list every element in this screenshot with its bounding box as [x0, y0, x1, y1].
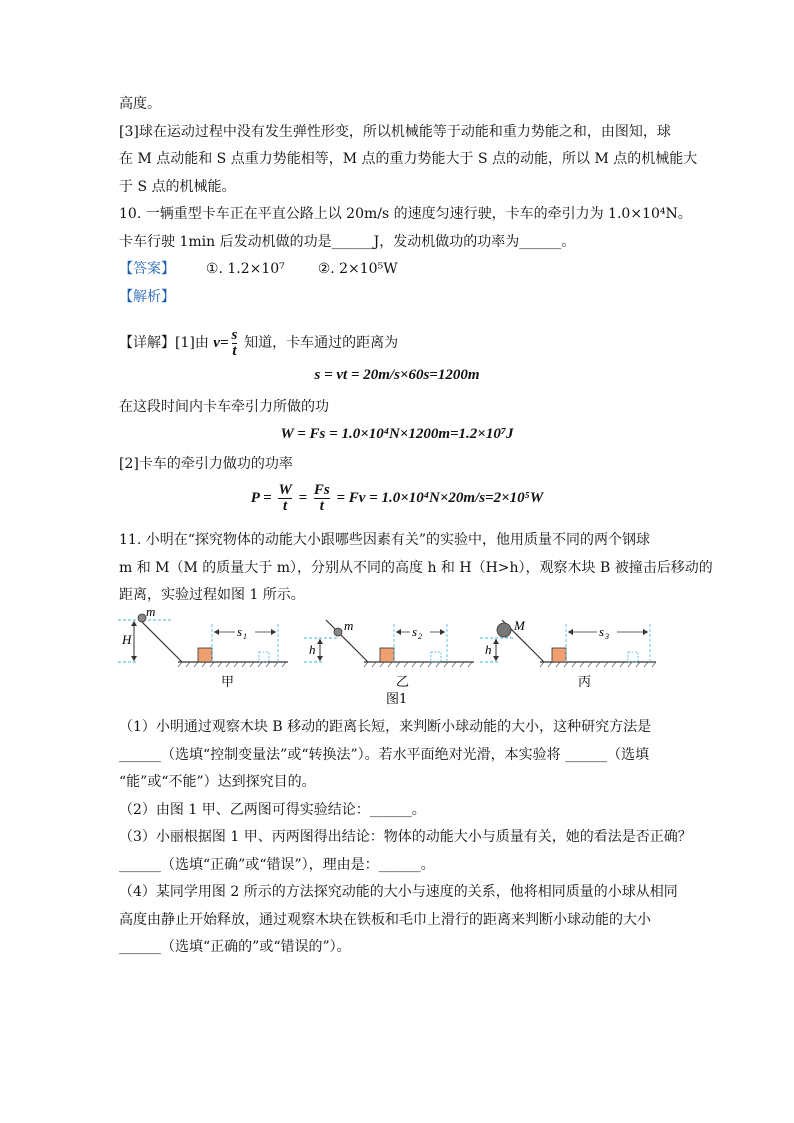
question-11: m 和 M（M 的质量大于 m），分别从不同的高度 h 和 H（H>h），观察木块 B 被撞击后移动的 — [119, 560, 713, 576]
wood-block — [552, 648, 566, 662]
block-final-position — [431, 652, 441, 662]
question-11: 距离，实验过程如图 1 所示。 — [119, 587, 305, 603]
distance-label: s — [412, 624, 418, 639]
question-11-part-3: ______（选填“正确”或“错误”），理由是：______。 — [119, 857, 435, 873]
power-rhs: = Fv = 1.0×10⁴N×20m/s=2×10⁵W — [336, 490, 544, 506]
answer-tag: 【答案】 — [119, 261, 175, 277]
question-10: 卡车行驶 1min 后发动机做的功是______J，发动机做功的功率为______。 — [119, 234, 576, 250]
question-11-part-1: （1）小明通过观察木块 B 移动的距离长短，来判断小球动能的大小，这种研究方法是 — [119, 719, 652, 735]
power-intro: [2]卡车的牵引力做功的功率 — [119, 456, 293, 472]
block-final-position — [259, 652, 269, 662]
arrow-head-icon — [131, 656, 137, 661]
ball-label: m — [344, 618, 354, 633]
power-frac1-num: W — [278, 482, 292, 499]
power-frac2-den: t — [319, 498, 324, 515]
power-lhs: P — [250, 490, 260, 506]
panel-yi — [304, 618, 474, 707]
ball-icon — [497, 623, 511, 637]
formula-eq: = — [219, 335, 229, 351]
panel-label: 乙 — [396, 675, 410, 690]
arrow-head-icon — [493, 656, 499, 661]
panel-label: 丙 — [578, 675, 592, 690]
text-line: 于 S 点的机械能。 — [119, 179, 236, 195]
ball-label: m — [146, 604, 156, 619]
ground-hatch — [364, 662, 472, 667]
arrow-head-icon — [493, 639, 499, 644]
ground-hatch — [540, 662, 656, 667]
text-line: 高度。 — [119, 96, 161, 112]
ball-icon — [334, 628, 342, 636]
question-11-part-2: （2）由图 1 甲、乙两图可得实验结论：______。 — [119, 802, 426, 818]
distance-label: s — [237, 624, 243, 639]
height-label: h — [309, 642, 316, 657]
arrow-head-icon — [131, 621, 137, 626]
wood-block — [198, 648, 212, 662]
text-line: 在 M 点动能和 S 点重力势能相等，M 点的重力势能大于 S 点的动能，所以 M 点的机械能大 — [119, 151, 698, 167]
equation-distance: s = vt = 20m/s×60s=1200m — [314, 367, 480, 383]
formula-den: t — [232, 343, 237, 360]
answer-1: ①. 1.2×10⁷ — [205, 261, 285, 277]
arrow-head-icon — [440, 629, 445, 635]
equation-work: W = Fs = 1.0×10⁴N×1200m=1.2×10⁷J — [280, 426, 514, 442]
analysis-tag: 【解析】 — [119, 289, 175, 305]
figure-1 — [118, 604, 658, 708]
detail-prefix: 【详解】[1]由 — [119, 335, 209, 351]
question-11: 11. 小明在“探究物体的动能大小跟哪些因素有关”的实验中，他用质量不同的两个钢球 — [119, 532, 651, 548]
height-label: h — [485, 642, 492, 657]
detail-suffix: 知道，卡车通过的距离为 — [244, 335, 399, 351]
panel-label: 甲 — [221, 675, 235, 690]
panel-jia — [118, 604, 288, 690]
answer-line — [119, 260, 398, 278]
arrow-head-icon — [317, 656, 323, 661]
block-final-position — [628, 652, 638, 662]
panel-bing — [480, 618, 656, 690]
arrow-head-icon — [568, 629, 573, 635]
question-10: 10. 一辆重型卡车正在平直公路上以 20m/s 的速度匀速行驶，卡车的牵引力为 1.0×10⁴N。 — [119, 206, 692, 222]
arrow-head-icon — [317, 639, 323, 644]
question-11-part-3: （3）小丽根据图 1 甲、丙两图得出结论：物体的动能大小与质量有关，她的看法是否正确？ — [119, 829, 692, 845]
question-11-part-4: （4）某同学用图 2 所示的方法探究动能的大小与速度的关系，他将相同质量的小球从相同 — [119, 884, 678, 900]
ball-icon — [138, 614, 146, 622]
figure-caption: 图1 — [386, 692, 408, 707]
ball-label: M — [514, 618, 525, 633]
distance-sub: 3 — [605, 632, 609, 641]
distance-sub: 2 — [418, 632, 422, 641]
wood-block — [380, 648, 394, 662]
distance-label: s — [599, 624, 605, 639]
ground-hatch — [178, 662, 286, 667]
arrow-head-icon — [271, 629, 276, 635]
question-11-part-4: 高度由静止开始释放，通过观察木块在铁板和毛巾上滑行的距离来判断小球动能的大小 — [119, 912, 651, 928]
ramp — [140, 620, 182, 662]
question-11-part-1: ______（选填“控制变量法”或“转换法”）。若水平面绝对光滑，本实验将 ______（选填 — [119, 747, 650, 763]
power-frac2-num: Fs — [313, 482, 330, 499]
formula-v: v — [213, 335, 220, 351]
height-label: H — [122, 632, 132, 647]
work-intro: 在这段时间内卡车牵引力所做的功 — [119, 399, 329, 415]
distance-sub: 1 — [243, 632, 247, 641]
arrow-head-icon — [214, 629, 219, 635]
question-11-part-1: “能”或“不能”）达到探究目的。 — [119, 774, 316, 790]
text-line: [3]球在运动过程中没有发生弹性形变，所以机械能等于动能和重力势能之和，由图知，球 — [119, 124, 671, 140]
formula-num: s — [231, 327, 238, 344]
arrow-head-icon — [396, 629, 401, 635]
detail-line — [119, 325, 398, 361]
arrow-head-icon — [643, 629, 648, 635]
equation-power: P = $\frac{W}{t}$ = $\frac{Fs}{t}$ = Fv = 1.0×10⁴N×20m/s=2×10⁵W — [250, 482, 544, 515]
power-frac1-den: t — [283, 498, 288, 515]
answer-2: ②. 2×10⁵W — [317, 261, 398, 277]
question-11-part-4: ______（选填“正确的”或“错误的”）。 — [119, 939, 351, 955]
